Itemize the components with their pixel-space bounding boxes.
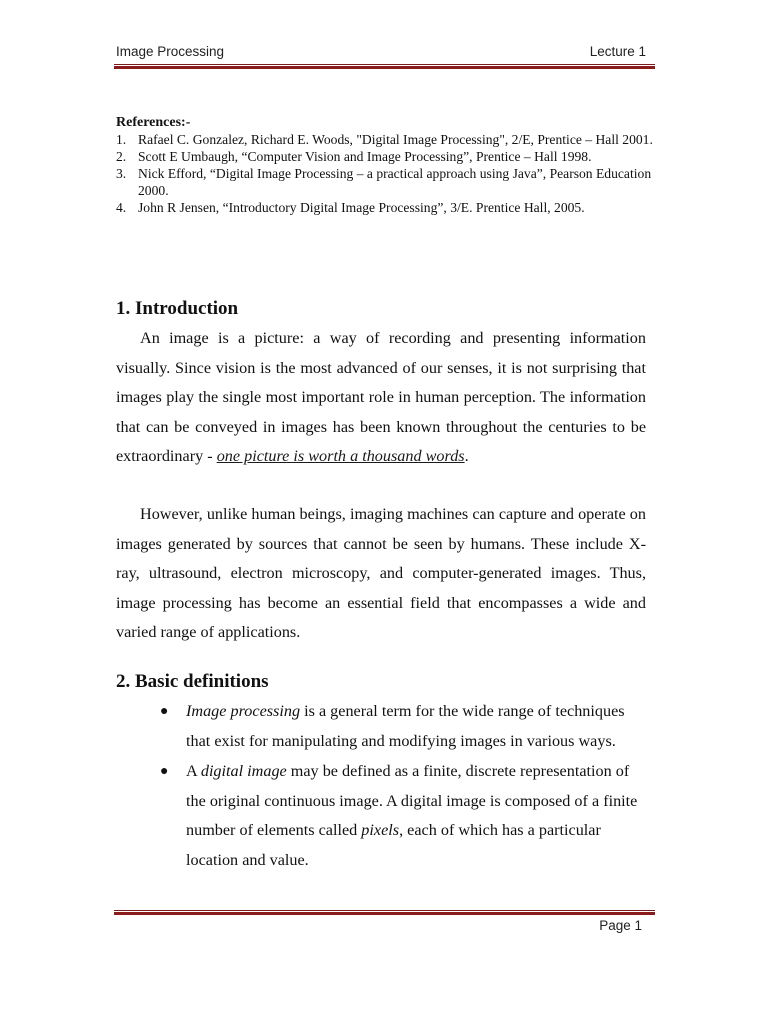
reference-item [116, 148, 656, 165]
term-image-processing: Image processing [186, 702, 301, 720]
reference-item [116, 131, 656, 148]
list-item [160, 757, 650, 875]
reference-text: Rafael C. Gonzalez, Richard E. Woods, "Digital Image Processing", 2/E, Prentice – Hall 2001. [138, 132, 653, 147]
header-rule [114, 64, 655, 69]
introduction-paragraph-2 [116, 500, 646, 648]
references-section [116, 114, 656, 216]
reference-number: 3. [116, 166, 127, 181]
bullet-icon: ● [160, 704, 169, 719]
footer-rule [114, 910, 655, 915]
page-number: Page 1 [599, 918, 642, 933]
list-item [160, 697, 650, 756]
definitions-list [160, 697, 650, 876]
introduction-paragraph-1 [116, 324, 646, 472]
definition-text: A [186, 762, 201, 780]
reference-number: 1. [116, 132, 127, 147]
definition-text: may be defined as a finite, discrete representation of the original continuous image. A digital image is composed of a finite number of elements called [186, 762, 638, 839]
reference-text: John R Jensen, “Introductory Digital Image Processing”, 3/E. Prentice Hall, 2005. [138, 200, 585, 215]
reference-number: 4. [116, 200, 127, 215]
references-title: References:- [116, 115, 191, 130]
quote-link[interactable]: one picture is worth a thousand words [216, 447, 465, 465]
reference-text: Scott E Umbaugh, “Computer Vision and Image Processing”, Prentice – Hall 1998. [138, 149, 592, 164]
term-pixels: pixels [361, 821, 400, 839]
header-course-title: Image Processing [116, 44, 225, 59]
reference-text: Nick Efford, “Digital Image Processing – a practical approach using Java”, Pearson Education 2000. [138, 166, 652, 198]
definition-text: , each of which has a particular location and value. [186, 821, 601, 869]
term-digital-image: digital image [200, 762, 287, 780]
header-lecture-number: Lecture 1 [589, 44, 646, 59]
references-list [116, 131, 656, 216]
paragraph-end: . [464, 447, 469, 465]
basic-definitions-heading: 2. Basic definitions [116, 671, 269, 692]
introduction-heading: 1. Introduction [116, 298, 239, 319]
reference-number: 2. [116, 149, 127, 164]
reference-item [116, 199, 656, 216]
bullet-icon: ● [160, 764, 169, 779]
paragraph-text: An image is a picture: a way of recording and presenting information visually. Since vision is the most advanced of our senses, it is not surprising that images play the single most important role in human perception. The information that can be conveyed in images has been known throughout the centuries to be extraordinary - [116, 329, 646, 465]
definition-text: is a general term for the wide range of techniques that exist for manipulating and modifying images in various ways. [186, 702, 625, 750]
paragraph-text: However, unlike human beings, imaging machines can capture and operate on images generated by sources that cannot be seen by humans. These include X-ray, ultrasound, electron microscopy, and computer-generated images. Thus, image processing has become an essential field that encompasses a wide and varied range of applications. [116, 505, 646, 641]
reference-item [116, 165, 656, 199]
